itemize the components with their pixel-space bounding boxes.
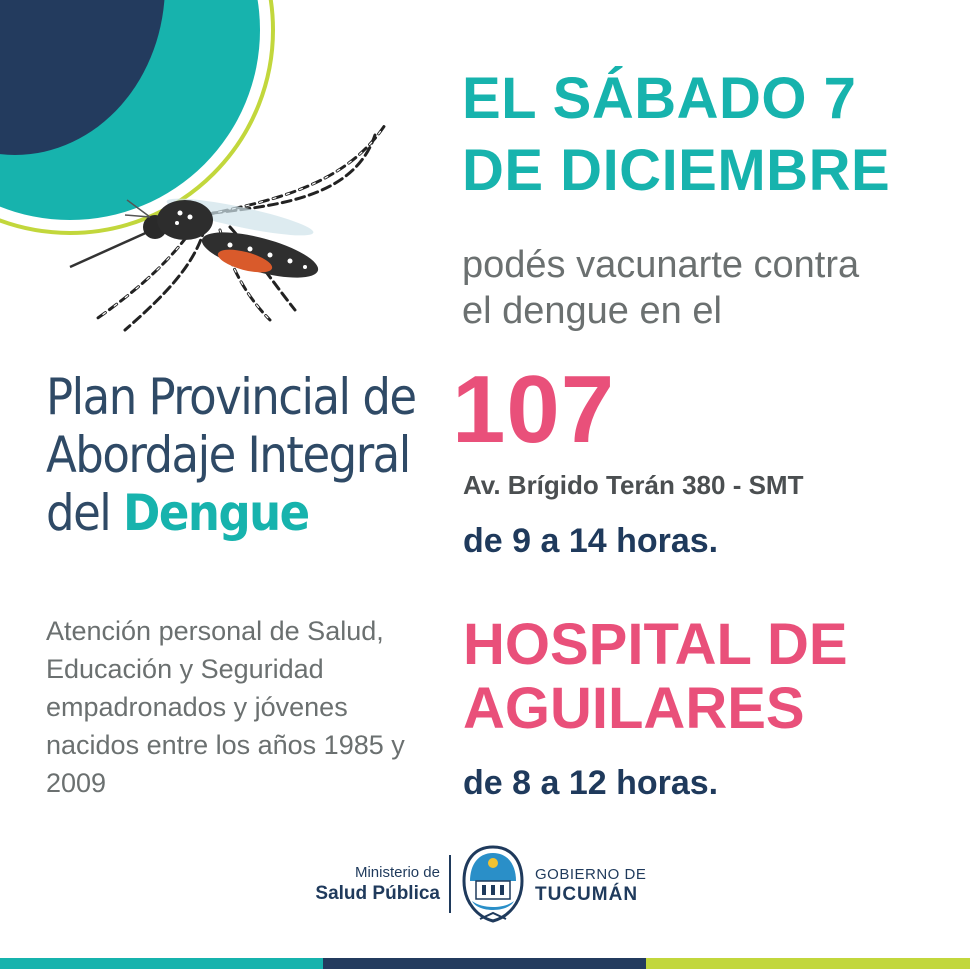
ministry-small-label: Ministerio de [354,864,440,881]
date-line-1: EL SÁBADO 7 [462,66,857,131]
tucuman-coat-of-arms-icon [460,843,526,925]
location-1-name: 107 [452,356,616,463]
government-logo-text [535,866,646,906]
location-2-name-line-2: AGUILARES [463,676,805,741]
bottom-bar-lime [646,958,970,969]
plan-title-line-3 [46,484,446,542]
government-small-label: GOBIERNO DE [535,866,647,883]
location-1-address: Av. Brígido Terán 380 - SMT [463,470,804,500]
subtitle-line-2: el dengue en el [462,290,722,332]
subtitle-line-1: podés vacunarte contra [462,244,860,286]
bottom-bar-navy [323,958,646,969]
logo-divider [449,855,451,913]
date-line-2: DE DICIEMBRE [462,138,891,203]
subtitle [462,242,859,334]
location-2-hours: de 8 a 12 horas. [463,764,719,802]
bottom-bar-teal [0,958,323,969]
government-big-label: TUCUMÁN [535,884,639,905]
eligibility-text: Atención personal de Salud, Educación y Seguridad empadronados y jóvenes nacidos entre los años 1985 y 2009 [46,616,405,798]
plan-title [46,368,446,542]
mosquito-illustration [55,105,410,335]
location-1-hours: de 9 a 14 horas. [463,522,719,560]
ministry-big-label: Salud Pública [315,883,440,904]
plan-title-line-2: Abordaje Integral [46,426,410,484]
location-2-name-line-1: HOSPITAL DE [463,612,848,677]
plan-title-prefix: del [46,484,124,542]
plan-title-line-1: Plan Provincial de [46,368,416,426]
plan-title-highlight: Dengue [123,484,309,542]
ministry-logo-text [300,864,440,906]
